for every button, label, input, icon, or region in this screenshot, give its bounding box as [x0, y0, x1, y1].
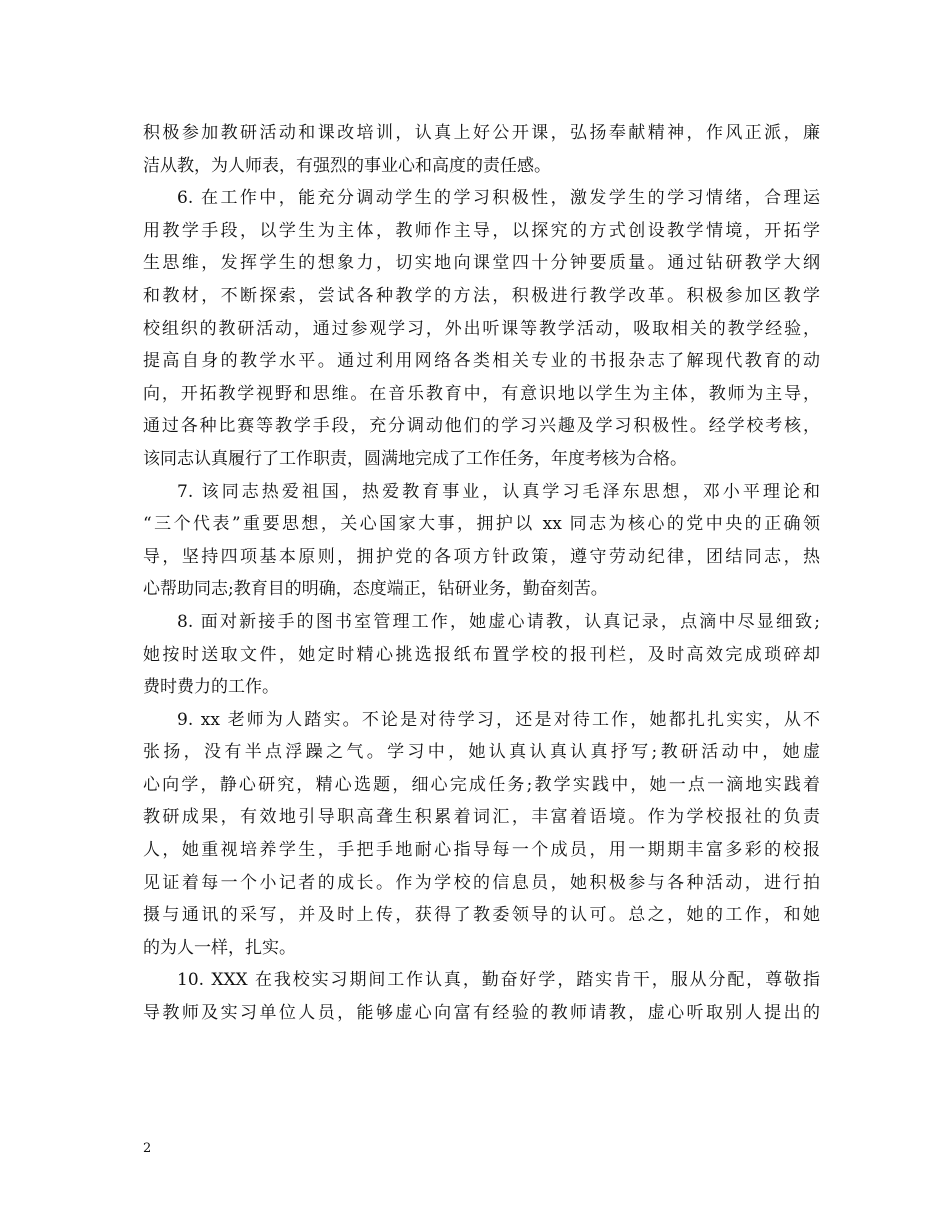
- text-line: 见证着每一个小记者的成长。作为学校的信息员，她积极参与各种活动，进行拍: [143, 872, 820, 893]
- paragraph-7: [143, 476, 820, 606]
- paragraph-6: [143, 182, 820, 475]
- paragraph-10: [143, 964, 820, 1029]
- text-line: 费时费力的工作。: [143, 677, 279, 698]
- text-line: 心帮助同志;教育目的明确，态度端正，钻研业务，勤奋刻苦。: [143, 579, 608, 600]
- document-body: [143, 117, 820, 1030]
- text-line: 6. 在工作中，能充分调动学生的学习积极性，激发学生的学习情绪，合理运: [177, 188, 820, 209]
- text-line: 向，开拓教学视野和思维。在音乐教育中，有意识地以学生为主体，教师为主导，: [143, 383, 820, 404]
- text-line: 人，她重视培养学生，手把手地耐心指导每一个成员，用一期期丰富多彩的校报: [143, 840, 820, 861]
- text-line: 该同志认真履行了工作职责，圆满地完成了工作任务，年度考核为合格。: [143, 448, 687, 469]
- text-line: 积极参加教研活动和课改培训，认真上好公开课，弘扬奉献精神，作风正派，廉: [143, 123, 820, 143]
- paragraph-9: [143, 704, 820, 965]
- text-line: 导教师及实习单位人员，能够虚心向富有经验的教师请教，虚心听取别人提出的: [143, 1003, 820, 1024]
- text-line: 洁从教，为人师表，有强烈的事业心和高度的责任感。: [143, 155, 551, 176]
- text-line: 8. 面对新接手的图书室管理工作，她虚心请教，认真记录，点滴中尽显细致;: [177, 611, 820, 632]
- text-line: 7. 该同志热爱祖国，热爱教育事业，认真学习毛泽东思想，邓小平理论和: [177, 481, 820, 502]
- text-line: 校组织的教研活动，通过参观学习，外出听课等教学活动，吸取相关的教学经验，: [143, 318, 820, 339]
- text-line: 导，坚持四项基本原则，拥护党的各项方针政策，遵守劳动纪律，团结同志，热: [143, 546, 820, 567]
- text-line: 摄与通讯的采写，并及时上传，获得了教委领导的认可。总之，她的工作，和她: [143, 905, 820, 926]
- text-line: “三个代表”重要思想，关心国家大事，拥护以 xx 同志为核心的党中央的正确领: [143, 514, 820, 535]
- paragraph-5-tail: [143, 117, 820, 182]
- text-line: 心向学，静心研究，精心选题，细心完成任务;教学实践中，她一点一滴地实践着: [143, 774, 820, 795]
- text-line: 教研成果，有效地引导职高聋生积累着词汇，丰富着语境。作为学校报社的负责: [143, 807, 820, 828]
- paragraph-8: [143, 606, 820, 704]
- text-line: 10. XXX 在我校实习期间工作认真，勤奋好学，踏实肯干，服从分配，尊敬指: [177, 970, 820, 991]
- text-line: 生思维，发挥学生的想象力，切实地向课堂四十分钟要质量。通过钻研教学大纲: [143, 253, 820, 274]
- page-number: 2: [143, 1141, 152, 1156]
- text-line: 和教材，不断探索，尝试各种教学的方法，积极进行教学改革。积极参加区教学: [143, 285, 820, 306]
- text-line: 提高自身的教学水平。通过利用网络各类相关专业的书报杂志了解现代教育的动: [143, 351, 820, 372]
- text-line: 张扬，没有半点浮躁之气。学习中，她认真认真认真抒写;教研活动中，她虚: [143, 742, 820, 763]
- text-line: 的为人一样，扎实。: [143, 937, 296, 958]
- text-line: 她按时送取文件，她定时精心挑选报纸布置学校的报刊栏，及时高效完成琐碎却: [143, 644, 820, 665]
- text-line: 用教学手段，以学生为主体，教师作主导，以探究的方式创设教学情境，开拓学: [143, 220, 820, 241]
- text-line: 通过各种比赛等教学手段，充分调动他们的学习兴趣及学习积极性。经学校考核，: [143, 416, 820, 437]
- text-line: 9. xx 老师为人踏实。不论是对待学习，还是对待工作，她都扎扎实实，从不: [177, 709, 820, 730]
